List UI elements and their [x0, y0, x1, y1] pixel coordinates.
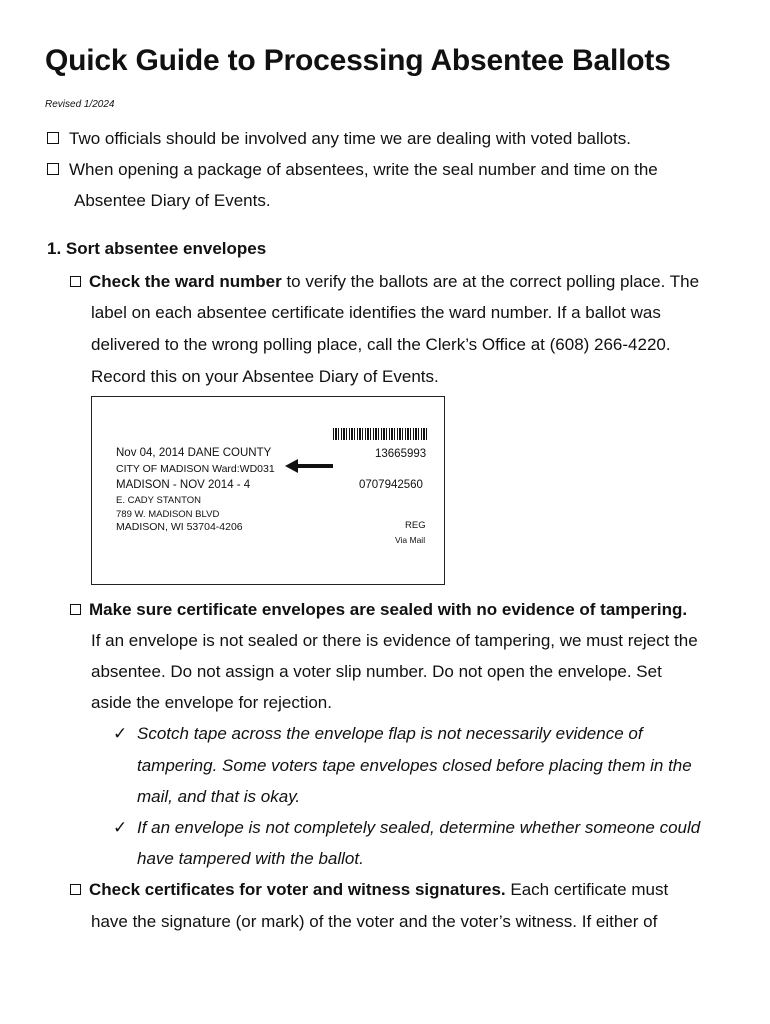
label-id-1: 13665993 — [375, 448, 427, 460]
note-2-line-2: have tampered with the ballot. — [137, 849, 364, 868]
intro-item-2-cont: Absentee Diary of Events. — [74, 191, 271, 210]
label-reg: REG — [405, 520, 426, 531]
label-via-mail: Via Mail — [395, 535, 426, 545]
signatures-line-1: have the signature (or mark) of the voter and the voter’s witness. If either of — [91, 912, 658, 931]
sealed-line-1: If an envelope is not sealed or there is evidence of tampering, we must reject the — [91, 631, 698, 650]
ward-bold: Check the ward number — [89, 272, 282, 291]
label-city-ward: CITY OF MADISON Ward:WD031 — [116, 463, 275, 475]
checkbox-icon — [47, 132, 59, 144]
revised-date: Revised 1/2024 — [45, 99, 115, 110]
checkmark-icon: ✓ — [113, 818, 128, 837]
sealed-bold: Make sure certificate envelopes are sealed with no evidence of tampering. — [89, 600, 688, 619]
intro-item-2: When opening a package of absentees, write the seal number and time on the — [47, 159, 658, 181]
note-1-line-2: tampering. Some voters tape envelopes closed before placing them in the — [137, 756, 692, 775]
checkbox-icon — [70, 884, 81, 895]
arrow-left-icon — [285, 458, 335, 474]
label-voter-name: E. CADY STANTON — [116, 495, 201, 506]
ward-line-1: label on each absentee certificate identifies the ward number. If a ballot was — [91, 303, 661, 322]
checkbox-icon — [70, 604, 81, 615]
barcode-icon — [333, 428, 429, 440]
absentee-label-figure — [91, 396, 445, 585]
note-1-line-3: mail, and that is okay. — [137, 787, 301, 806]
section-heading: 1. Sort absentee envelopes — [47, 239, 267, 258]
checkbox-icon — [70, 276, 81, 287]
page-title: Quick Guide to Processing Absentee Ballots — [45, 44, 671, 77]
checkbox-icon — [47, 163, 59, 175]
label-id-2: 0707942560 — [359, 479, 423, 491]
note-1: ✓ Scotch tape across the envelope flap is not necessarily evidence of — [113, 724, 643, 743]
checkmark-icon: ✓ — [113, 724, 128, 743]
signatures-bold: Check certificates for voter and witness signatures. — [89, 880, 506, 899]
intro-item-1: Two officials should be involved any time we are dealing with voted ballots. — [47, 128, 631, 150]
sealed-item — [70, 599, 687, 621]
ward-line-2: delivered to the wrong polling place, call the Clerk’s Office at (608) 266-4220. — [91, 335, 671, 354]
note-2: ✓ If an envelope is not completely sealed, determine whether someone could — [113, 818, 701, 837]
sealed-line-3: aside the envelope for rejection. — [91, 693, 332, 712]
label-street: 789 W. MADISON BLVD — [116, 509, 220, 520]
ward-item: Check the ward number to verify the ballots are at the correct polling place. The — [70, 271, 699, 293]
sealed-line-2: absentee. Do not assign a voter slip number. Do not open the envelope. Set — [91, 662, 662, 681]
signatures-item: Check certificates for voter and witness signatures. Each certificate must — [70, 879, 668, 901]
label-election: MADISON - NOV 2014 - 4 — [116, 479, 251, 491]
label-city-zip: MADISON, WI 53704-4206 — [116, 521, 243, 533]
ward-line-3: Record this on your Absentee Diary of Events. — [91, 367, 439, 386]
label-date-county: Nov 04, 2014 DANE COUNTY — [116, 447, 272, 459]
